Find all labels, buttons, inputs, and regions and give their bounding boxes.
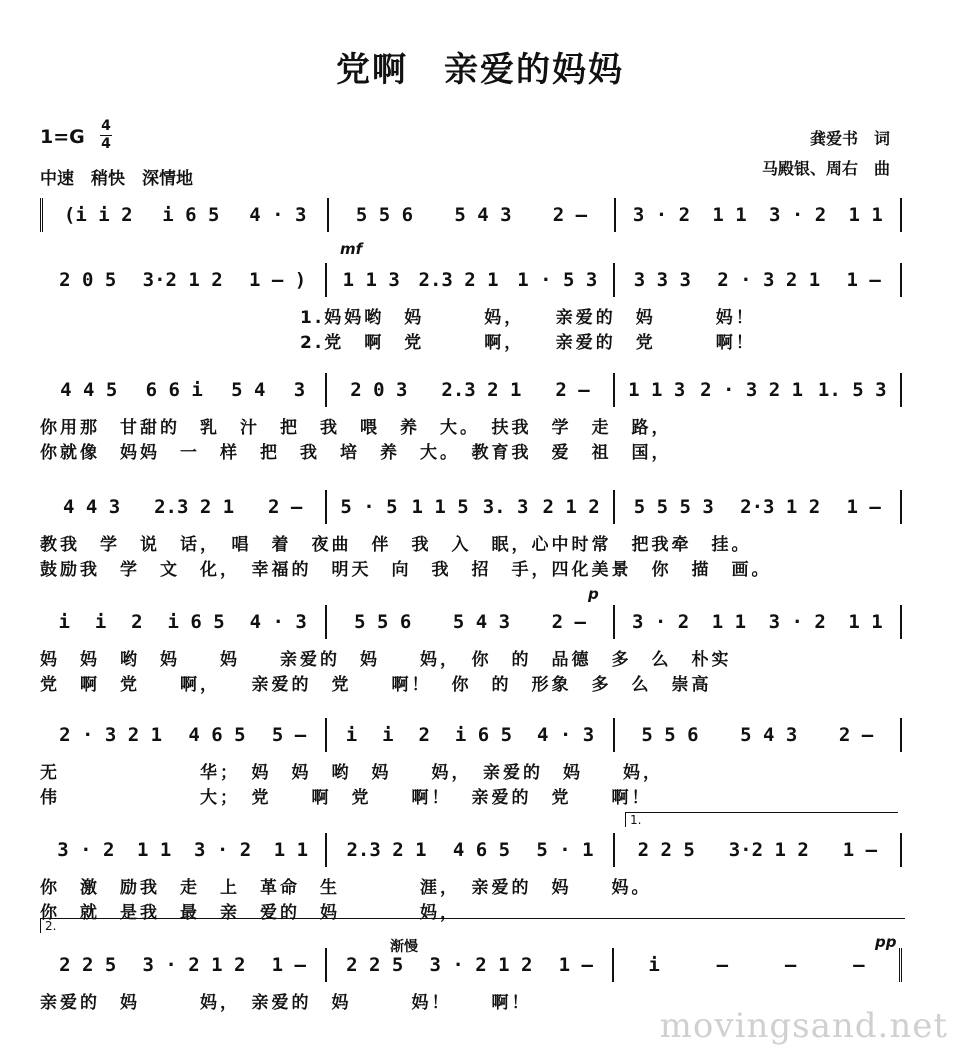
note-group: 4 6 5: [188, 724, 246, 746]
notation-row: [40, 950, 902, 980]
notation-row: [40, 492, 902, 522]
note-group: 4 · 3: [249, 611, 307, 633]
note-group: 1 1: [273, 839, 309, 861]
note-group: 1 –: [846, 269, 881, 291]
note-group: 3: [293, 379, 306, 401]
note-group: i: [58, 611, 70, 633]
note-group: 5 5 5 3: [633, 496, 714, 518]
measure: [327, 373, 614, 407]
measure: [327, 263, 614, 297]
dynamic-mf: mf: [340, 240, 363, 258]
tempo-marking: 中速 稍快 深情地: [40, 169, 193, 189]
composer-credit: 马殿银、周右 曲: [761, 159, 890, 178]
measure: [615, 833, 902, 867]
measure: [615, 605, 902, 639]
note-group: 2.3 2 1: [418, 269, 499, 291]
lyric-line: 鼓励我 学 文 化， 幸福的 明天 向 我 招 手，四化美景 你 描 画。: [40, 560, 772, 580]
lyric-line: 妈 妈 哟 妈 妈 亲爱的 妈 妈， 你 的 品德 多 么 朴实: [40, 650, 732, 670]
note-group: 2 2 5: [59, 954, 117, 976]
measure: [615, 490, 902, 524]
lyric-line: 2.党 啊 党 啊， 亲爱的 党 啊！: [300, 333, 756, 353]
notation-row: [40, 265, 902, 295]
measure: [40, 373, 327, 407]
note-group: 1 · 5 3: [517, 269, 598, 291]
lyric-line: 你就像 妈妈 一 样 把 我 培 养 大。 教育我 爱 祖 国，: [40, 443, 672, 463]
time-signature-bottom: 4: [101, 136, 111, 152]
note-group: 3. 3: [482, 496, 529, 518]
measure: [615, 263, 902, 297]
note-group: i: [382, 724, 394, 746]
notation-row: [40, 200, 902, 230]
note-group: 3 · 2 1 2: [429, 954, 533, 976]
note-group: 1 –: [842, 839, 878, 861]
note-group: 5 4 3: [454, 204, 512, 226]
note-group: 1 1 3: [342, 269, 400, 291]
note-group: 2 –: [268, 496, 303, 518]
watermark: movingsand.net: [659, 1006, 948, 1046]
dynamic-p: p: [588, 585, 599, 603]
note-group: 3 · 2: [57, 839, 115, 861]
notation-row: [40, 835, 902, 865]
notation-row: [40, 720, 902, 750]
note-group: –: [784, 954, 797, 976]
note-group: 2: [131, 611, 143, 633]
note-group: –: [716, 954, 729, 976]
key-signature: 1=G: [40, 126, 85, 148]
note-group: (i i 2: [63, 204, 133, 226]
second-ending-bracket: 2.: [40, 918, 905, 933]
measure: [327, 718, 614, 752]
note-group: 2 0 3: [350, 379, 408, 401]
note-group: i 6 5: [167, 611, 225, 633]
note-group: 2 2 5: [346, 954, 404, 976]
note-group: 2 · 3 2 1: [59, 724, 163, 746]
note-group: 1 –: [271, 954, 306, 976]
lyric-line: 你用那 甘甜的 乳 汁 把 我 喂 养 大。 扶我 学 走 路，: [40, 418, 672, 438]
time-signature: [100, 118, 112, 153]
note-group: 5 –: [271, 724, 307, 746]
measure: [329, 198, 615, 232]
measure: [40, 198, 329, 232]
note-group: 1 1 5: [411, 496, 469, 518]
note-group: 4 4 5: [60, 379, 118, 401]
lyric-line: 党 啊 党 啊， 亲爱的 党 啊！ 你 的 形象 多 么 崇高: [40, 675, 712, 695]
lyric-line: 1.妈妈哟 妈 妈， 亲爱的 妈 妈！: [300, 308, 756, 328]
note-group: i 6 5: [454, 724, 513, 746]
note-group: 5 4 3: [452, 611, 511, 633]
note-group: 4 4 3: [62, 496, 121, 518]
lyric-line: 伟 大； 党 啊 党 啊！ 亲爱的 党 啊！: [40, 788, 652, 808]
measure: [40, 948, 327, 982]
measure: [40, 605, 327, 639]
measure: [614, 948, 902, 982]
measure: [327, 948, 614, 982]
measure: [40, 490, 327, 524]
note-group: 1 1: [711, 611, 747, 633]
note-group: 2 –: [551, 611, 586, 633]
note-group: 3 3 3: [633, 269, 691, 291]
note-group: 3 · 2: [193, 839, 252, 861]
song-title: 党啊 亲爱的妈妈: [336, 50, 624, 90]
measure: [40, 263, 327, 297]
note-group: 2 –: [555, 379, 590, 401]
note-group: 1 – ): [248, 269, 307, 291]
note-group: 5 5 6: [355, 204, 414, 226]
note-group: 5 · 5: [340, 496, 398, 518]
note-group: 4 · 3: [536, 724, 595, 746]
note-group: 5 4: [231, 379, 266, 401]
note-group: 2 –: [552, 204, 588, 226]
note-group: 2·3 1 2: [740, 496, 821, 518]
note-group: 2 –: [838, 724, 874, 746]
measure: [615, 718, 902, 752]
note-group: 5 5 6: [641, 724, 699, 746]
note-group: 2: [418, 724, 430, 746]
note-group: i: [648, 954, 660, 976]
lyric-line: 亲爱的 妈 妈， 亲爱的 妈 妈！ 啊！: [40, 993, 532, 1013]
note-group: 5 5 6: [354, 611, 412, 633]
note-group: 1 –: [846, 496, 881, 518]
note-group: i: [94, 611, 107, 633]
dynamic-pp: pp: [875, 933, 897, 951]
note-group: 2 2 5: [637, 839, 695, 861]
measure: [327, 490, 614, 524]
note-group: 1. 5 3: [817, 379, 887, 401]
note-group: i: [345, 724, 358, 746]
measure: [615, 373, 902, 407]
note-group: –: [853, 954, 865, 976]
lyric-line: 无 华； 妈 妈 哟 妈 妈， 亲爱的 妈 妈，: [40, 763, 663, 783]
note-group: 2 · 3 2 1: [717, 269, 821, 291]
note-group: 4 6 5: [452, 839, 511, 861]
lyric-line: 你 就 是我 最 亲 爱的 妈 妈，: [40, 903, 460, 923]
note-group: 1 1 3: [628, 379, 686, 401]
measure: [327, 833, 614, 867]
note-group: 3 · 2: [632, 204, 691, 226]
measure: [40, 833, 327, 867]
measure: [327, 605, 614, 639]
note-group: 3 · 2 1 2: [142, 954, 246, 976]
note-group: 3 · 2: [768, 204, 827, 226]
note-group: 4 · 3: [249, 204, 307, 226]
note-group: 2.3 2 1: [154, 496, 235, 518]
notation-row: [40, 375, 902, 405]
note-group: 1 1: [712, 204, 747, 226]
notation-row: [40, 607, 902, 637]
note-group: 2 1 2: [542, 496, 600, 518]
note-group: 2 0 5: [59, 269, 117, 291]
note-group: 1 –: [558, 954, 593, 976]
lyric-line: 你 激 励我 走 上 革命 生 涯， 亲爱的 妈 妈。: [40, 878, 652, 898]
note-group: 2.3 2 1: [441, 379, 522, 401]
note-group: 3·2 1 2: [728, 839, 809, 861]
note-group: 1 1: [137, 839, 172, 861]
ritardando-mark: 渐慢: [390, 939, 418, 955]
measure: [40, 718, 327, 752]
note-group: 6 6 i: [145, 379, 203, 401]
note-group: 3·2 1 2: [142, 269, 223, 291]
note-group: i 6 5: [162, 204, 220, 226]
note-group: 5 · 1: [536, 839, 594, 861]
note-group: 2 · 3 2 1: [700, 379, 804, 401]
first-ending-bracket: 1.: [625, 812, 898, 827]
note-group: 2.3 2 1: [346, 839, 427, 861]
note-group: 5 4 3: [740, 724, 798, 746]
note-group: 1 1: [848, 611, 883, 633]
lyricist-credit: 龚爱书 词: [809, 129, 890, 148]
measure: [616, 198, 902, 232]
note-group: 3 · 2: [631, 611, 690, 633]
lyric-line: 教我 学 说 话， 唱 着 夜曲 伴 我 入 眠，心中时常 把我牵 挂。: [40, 535, 752, 555]
time-signature-top: 4: [101, 118, 111, 134]
note-group: 3 · 2: [768, 611, 826, 633]
note-group: 1 1: [848, 204, 883, 226]
